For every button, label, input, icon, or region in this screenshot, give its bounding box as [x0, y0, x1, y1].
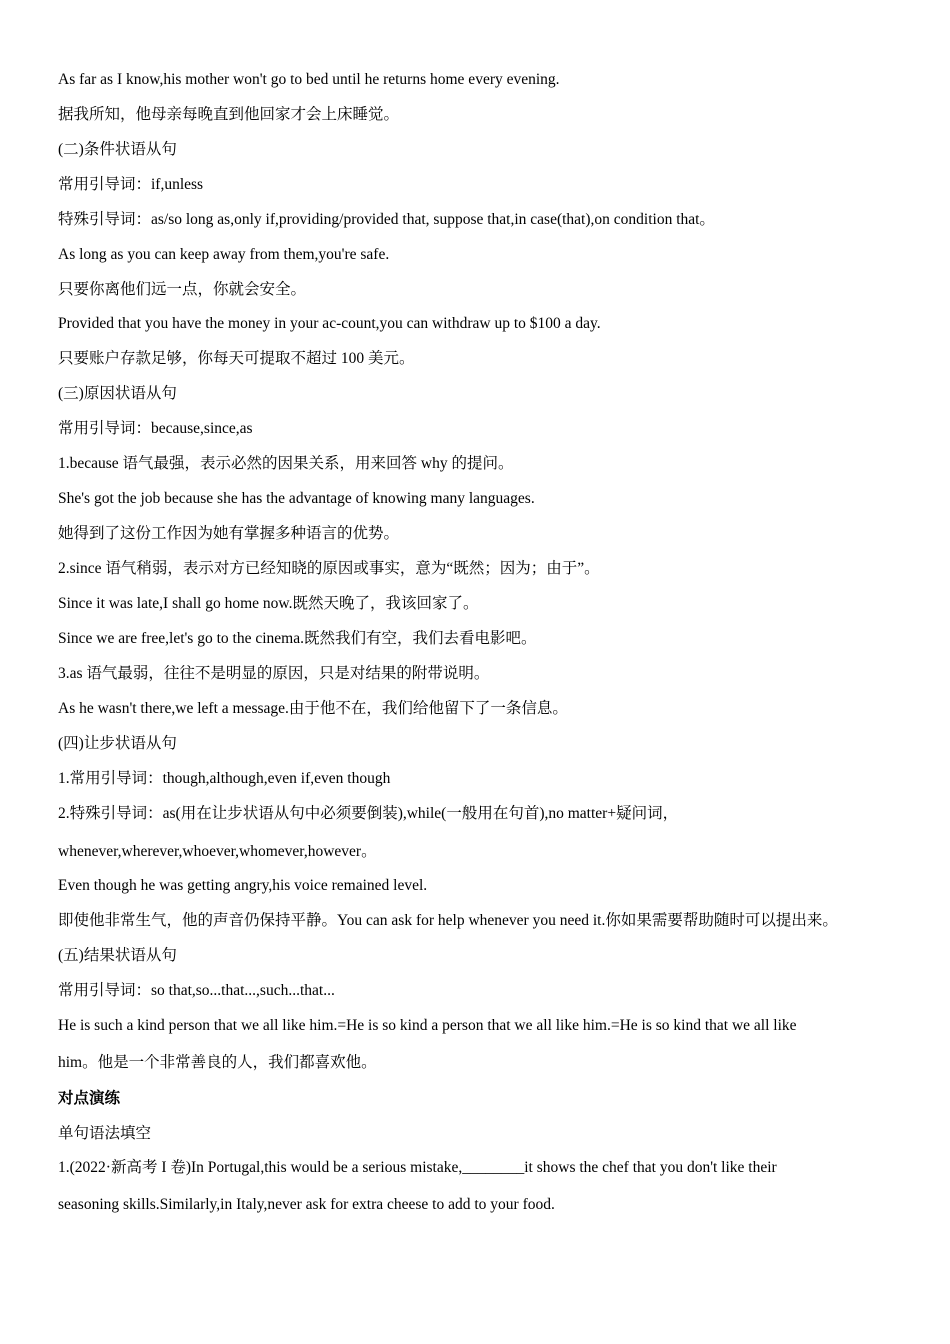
section-heading: (五)结果状语从句	[58, 947, 177, 964]
text-line: 2.since 语气稍弱，表示对方已经知晓的原因或事实，意为“既然；因为；由于”。	[58, 560, 600, 577]
text-line: Since we are free,let's go to the cinema.既然我们有空，我们去看电影吧。	[58, 630, 537, 647]
text-line: She's got the job because she has the advantage of knowing many languages.	[58, 490, 535, 507]
text-line: 即使他非常生气，他的声音仍保持平静。You can ask for help whenever you need it.你如果需要帮助随时可以提出来。	[58, 912, 838, 929]
text-line: 只要你离他们远一点，你就会安全。	[58, 281, 307, 298]
text-line: Since it was late,I shall go home now.既然天晚了，我该回家了。	[58, 595, 479, 612]
section-heading: (二)条件状语从句	[58, 141, 177, 158]
text-line: He is such a kind person that we all like him.=He is so kind a person that we all like him.=He is so kind that we all like	[58, 1017, 797, 1034]
text-line: 常用引导词：because,since,as	[58, 420, 253, 437]
text-line: 1.because 语气最强，表示必然的因果关系，用来回答 why 的提问。	[58, 455, 514, 472]
text-line: As far as I know,his mother won't go to bed until he returns home every evening.	[58, 71, 560, 88]
text-line: Even though he was getting angry,his voice remained level.	[58, 877, 428, 894]
text-line: 只要账户存款足够，你每天可提取不超过 100 美元。	[58, 350, 415, 367]
text-line: As long as you can keep away from them,you're safe.	[58, 246, 390, 263]
text-line: 她得到了这份工作因为她有掌握多种语言的优势。	[58, 525, 400, 542]
text-line: 常用引导词：so that,so...that...,such...that...	[58, 982, 335, 999]
text-line: 特殊引导词：as/so long as,only if,providing/provided that, suppose that,in case(that),on condition that。	[58, 211, 715, 228]
text-line: 1.常用引导词：though,although,even if,even though	[58, 770, 391, 787]
text-line: whenever,wherever,whoever,whomever,however。	[58, 843, 377, 860]
exercise-question: 1.(2022·新高考 I 卷)In Portugal,this would be a serious mistake,________it shows the chef that you don't like their	[58, 1159, 777, 1176]
text-line: 常用引导词：if,unless	[58, 176, 204, 193]
text-line: him。他是一个非常善良的人，我们都喜欢他。	[58, 1054, 377, 1071]
exercise-question-continued: seasoning skills.Similarly,in Italy,never ask for extra cheese to add to your food.	[58, 1196, 555, 1213]
practice-heading: 对点演练	[58, 1090, 121, 1107]
text-line: Provided that you have the money in your ac-count,you can withdraw up to $100 a day.	[58, 315, 601, 332]
text-line: 3.as 语气最弱，往往不是明显的原因，只是对结果的附带说明。	[58, 665, 490, 682]
text-line: As he wasn't there,we left a message.由于他不在，我们给他留下了一条信息。	[58, 700, 568, 717]
section-heading: (三)原因状语从句	[58, 385, 177, 402]
text-line: 2.特殊引导词：as(用在让步状语从句中必须要倒装),while(一般用在句首),no matter+疑问词，	[58, 805, 679, 822]
section-heading: (四)让步状语从句	[58, 735, 177, 752]
exercise-type: 单句语法填空	[58, 1125, 152, 1142]
text-line: 据我所知，他母亲每晚直到他回家才会上床睡觉。	[58, 106, 400, 123]
